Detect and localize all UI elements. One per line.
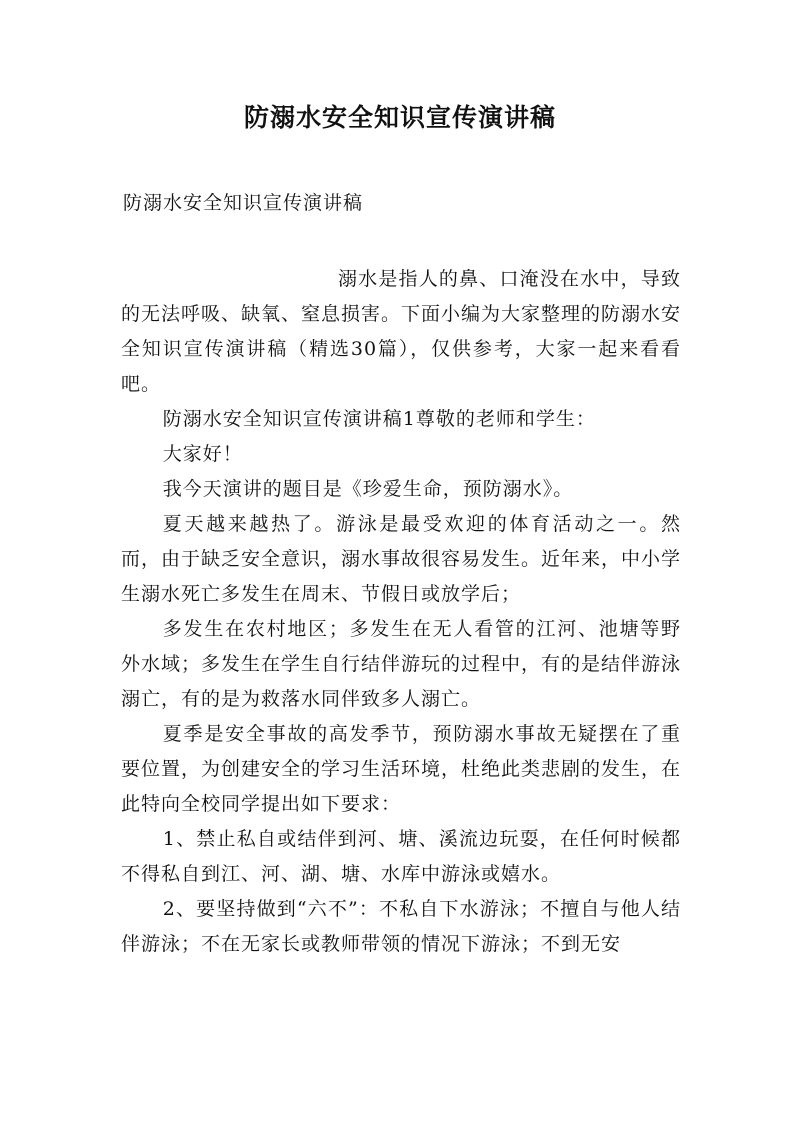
document-body <box>121 262 681 962</box>
intro-paragraph: 溺水是指人的鼻、口淹没在水中，导致的无法呼吸、缺氧、窒息损害。下面小编为大家整理的防溺水安全知识宣传演讲稿（精选30篇），仅供参考，大家一起来看看吧。 <box>121 268 682 395</box>
document-subtitle: 防溺水安全知识宣传演讲稿 <box>123 192 364 214</box>
rule-paragraph: 1、禁止私自或结伴到河、塘、溪流边玩耍，在任何时候都不得私自到江、河、湖、塘、水库中游泳或嬉水。 <box>121 828 681 885</box>
greeting-paragraph: 大家好！ <box>162 443 243 465</box>
body-paragraph: 夏季是安全事故的高发季节，预防溺水事故无疑摆在了重要位置，为创建安全的学习生活环境，杜绝此类悲剧的发生，在此特向全校同学提出如下要求： <box>121 723 682 815</box>
topic-paragraph: 我今天演讲的题目是《珍爱生命，预防溺水》。 <box>162 478 574 500</box>
body-paragraph: 夏天越来越热了。游泳是最受欢迎的体育活动之一。然而，由于缺乏安全意识，溺水事故很容易发生。近年来，中小学生溺水死亡多发生在周末、节假日或放学后； <box>121 513 682 605</box>
body-paragraph: 多发生在农村地区；多发生在无人看管的江河、池塘等野外水域；多发生在学生自行结伴游玩的过程中，有的是结伴游泳溺亡，有的是为救落水同伴致多人溺亡。 <box>121 618 682 710</box>
rule-paragraph: 2、要坚持做到“六不”：不私自下水游泳；不擅自与他人结伴游泳；不在无家长或教师带领的情况下游泳；不到无安 <box>121 898 681 955</box>
document-title: 防溺水安全知识宣传演讲稿 <box>243 103 556 132</box>
speech-heading-paragraph: 防溺水安全知识宣传演讲稿1尊敬的老师和学生： <box>162 408 596 430</box>
